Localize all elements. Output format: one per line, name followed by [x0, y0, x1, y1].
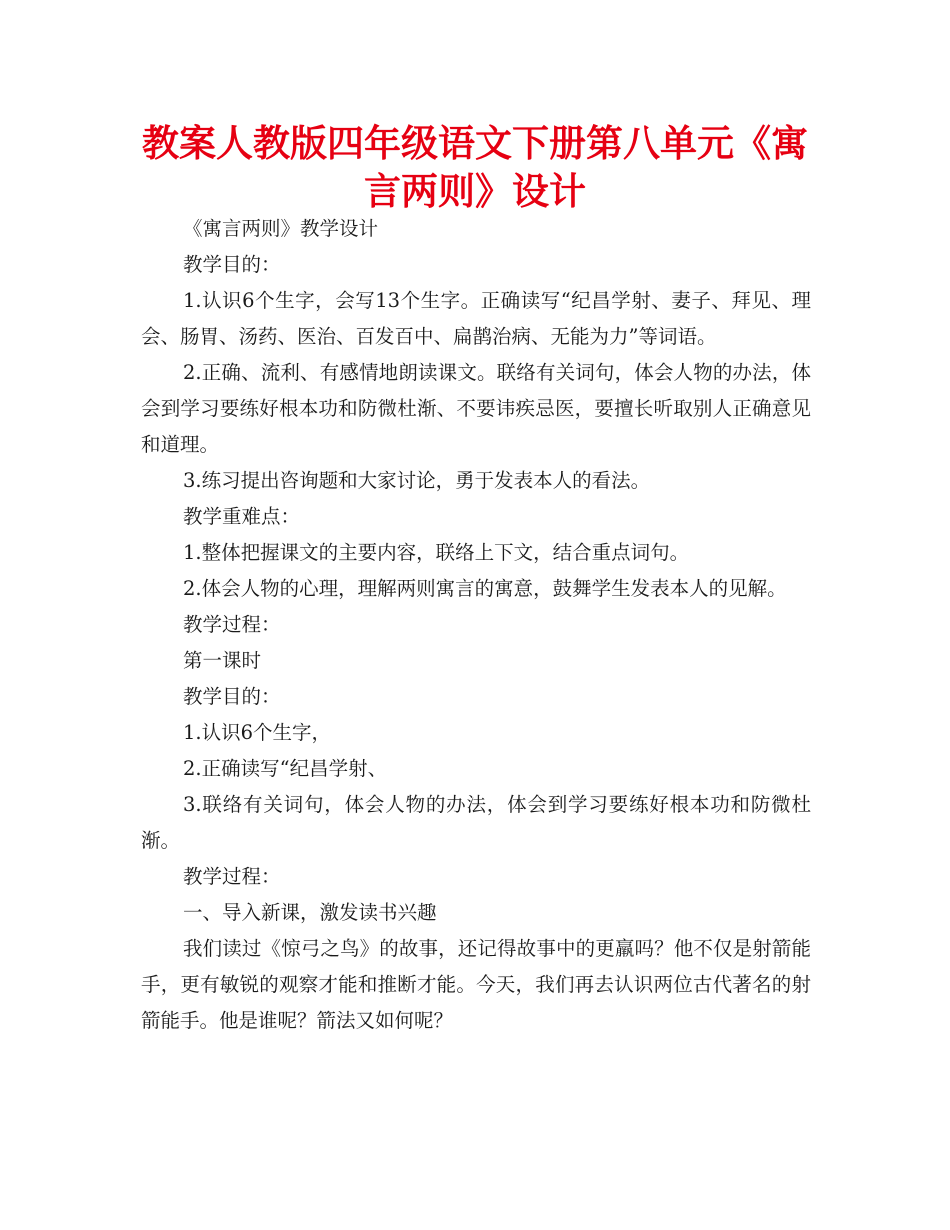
- paragraph-process-heading: 教学过程：: [183, 613, 281, 636]
- paragraph-key-points-heading: 教学重难点：: [183, 505, 301, 528]
- paragraph-lesson-one: 第一课时: [183, 649, 262, 672]
- paragraph-key-point-2: 2.体会人物的心理，理解两则寓言的寓意，鼓舞学生发表本人的见解。: [183, 577, 787, 600]
- paragraph-section-one-heading: 一、导入新课，激发读书兴趣: [183, 901, 437, 924]
- paragraph-lesson-objective-1: 1.认识6个生字，: [183, 721, 332, 744]
- paragraph-objective-2: 2.正确、流利、有感情地朗读课文。联络有关词句，体会人物的办法，体会到学习要练好根本功和防微杜渐、不要讳疾忌医，要擅长听取别人正确意见和道理。: [141, 361, 811, 456]
- paragraph-intro-text: 我们读过《惊弓之鸟》的故事，还记得故事中的更羸吗？他不仅是射箭能手，更有敏锐的观察才能和推断才能。今天，我们再去认识两位古代著名的射箭能手。他是谁呢？箭法又如何呢？: [141, 937, 811, 1032]
- paragraph-objectives-heading: 教学目的：: [183, 253, 281, 276]
- document-title: 教案人教版四年级语文下册第八单元《寓言两则》设计: [142, 122, 808, 213]
- paragraph-lesson-objective-2: 2.正确读写“纪昌学射、: [183, 757, 388, 780]
- paragraph-lesson-process-heading: 教学过程：: [183, 865, 281, 888]
- paragraph-lesson-objectives-heading: 教学目的：: [183, 685, 281, 708]
- paragraph-objective-3: 3.练习提出咨询题和大家讨论，勇于发表本人的看法。: [183, 469, 651, 492]
- paragraph-key-point-1: 1.整体把握课文的主要内容，联络上下文，结合重点词句。: [183, 541, 690, 564]
- paragraph-objective-1: 1.认识6个生字，会写13个生字。正确读写“纪昌学射、妻子、拜见、理会、肠胃、汤药、医治、百发百中、扁鹊治病、无能为力”等词语。: [141, 289, 811, 348]
- paragraph-subtitle: 《寓言两则》教学设计: [183, 217, 379, 240]
- document-body: [141, 211, 811, 1039]
- paragraph-lesson-objective-3: 3.联络有关词句，体会人物的办法，体会到学习要练好根本功和防微杜渐。: [141, 793, 811, 852]
